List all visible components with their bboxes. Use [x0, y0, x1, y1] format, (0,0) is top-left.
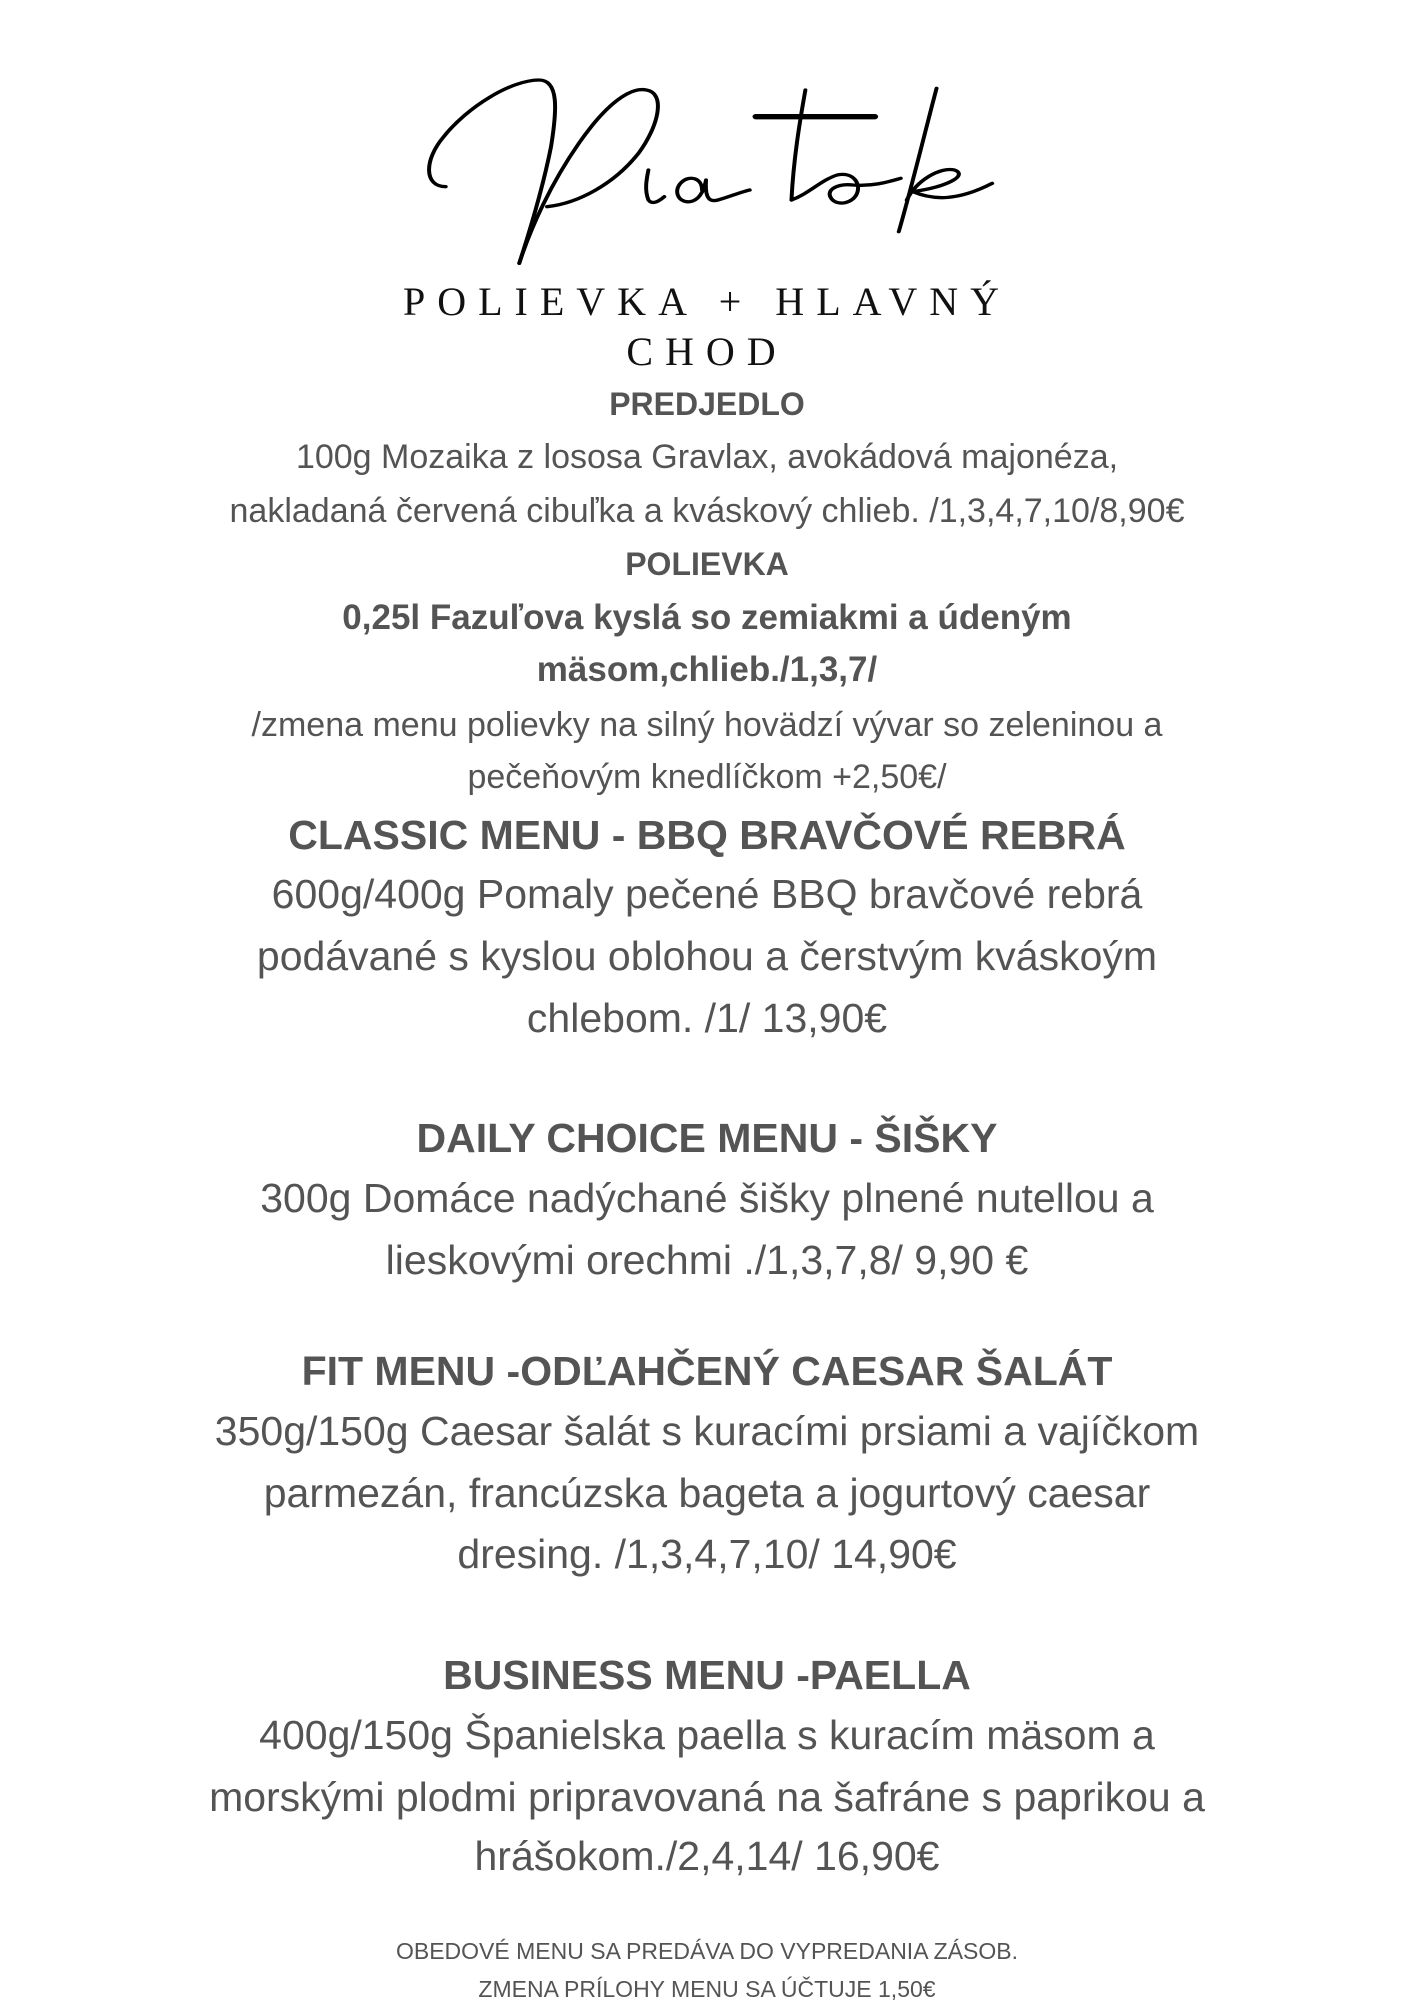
menu-heading-fit: FIT MENU -ODĽAHČENÝ CAESAR ŠALÁT	[301, 1348, 1113, 1394]
subtitle-line-2: CHOD	[626, 329, 788, 374]
starter-line: 100g Mozaika z lososa Gravlax, avokádová majonéza,	[295, 438, 1119, 476]
menu-heading-daily: DAILY CHOICE MENU - ŠIŠKY	[416, 1115, 998, 1161]
letter-o	[791, 174, 900, 203]
menu-heading-business: BUSINESS MENU -PAELLA	[443, 1652, 971, 1698]
menu-line: podávané s kyslou oblohou a čerstvým kváskoým	[256, 933, 1158, 979]
soup-note-line: pečeňovým knedlíčkom +2,50€/	[467, 758, 947, 796]
footer-note: ZMENA PRÍLOHY MENU SA ÚČTUJE 1,50€	[478, 1976, 936, 2002]
starter-line: nakladaná červená cibuľka a kváskový chlieb. /1,3,4,7,10/8,90€	[229, 492, 1185, 530]
letter-p-bowl	[519, 90, 658, 264]
subtitle-line-1: POLIEVKA + HLAVNÝ	[402, 279, 1012, 324]
soup-note-line: /zmena menu polievky na silný hovädzí vývar so zeleninou a	[251, 706, 1163, 744]
menu-line: lieskovými orechmi ./1,3,7,8/ 9,90 €	[385, 1237, 1029, 1283]
letter-t-stem	[791, 90, 805, 200]
letter-i	[646, 170, 664, 202]
menu-line: 400g/150g Španielska paella s kuracím mäsom a	[259, 1712, 1155, 1758]
menu-heading-classic: CLASSIC MENU - BBQ BRAVČOVÉ REBRÁ	[288, 812, 1126, 858]
footer-note: OBEDOVÉ MENU SA PREDÁVA DO VYPREDANIA ZÁSOB.	[395, 1938, 1019, 1964]
soup-line: 0,25l Fazuľova kyslá so zemiakmi a údeným	[342, 598, 1072, 637]
soup-line: mäsom,chlieb./1,3,7/	[536, 650, 878, 689]
soup-heading: POLIEVKA	[625, 546, 789, 582]
menu-line: chlebom. /1/ 13,90€	[526, 995, 888, 1041]
letter-a	[677, 178, 750, 202]
menu-line: 600g/400g Pomaly pečené BBQ bravčové rebrá	[271, 871, 1143, 917]
menu-line: hrášokom./2,4,14/ 16,90€	[474, 1833, 940, 1879]
page-title-script	[400, 60, 1020, 280]
menu-line: 300g Domáce nadýchané šišky plnené nutellou a	[260, 1175, 1154, 1221]
letter-p-loop	[429, 80, 555, 263]
menu-line: parmezán, francúzska bageta a jogurtový caesar	[263, 1470, 1151, 1516]
menu-line: dresing. /1,3,4,7,10/ 14,90€	[457, 1531, 957, 1577]
starter-heading: PREDJEDLO	[609, 386, 805, 422]
menu-line: 350g/150g Caesar šalát s kuracími prsiami a vajíčkom	[214, 1408, 1200, 1454]
menu-line: morskými plodmi pripravovaná na šafráne s paprikou a	[209, 1774, 1205, 1820]
letter-k-stem	[899, 88, 937, 231]
letter-k-arm	[907, 169, 992, 200]
